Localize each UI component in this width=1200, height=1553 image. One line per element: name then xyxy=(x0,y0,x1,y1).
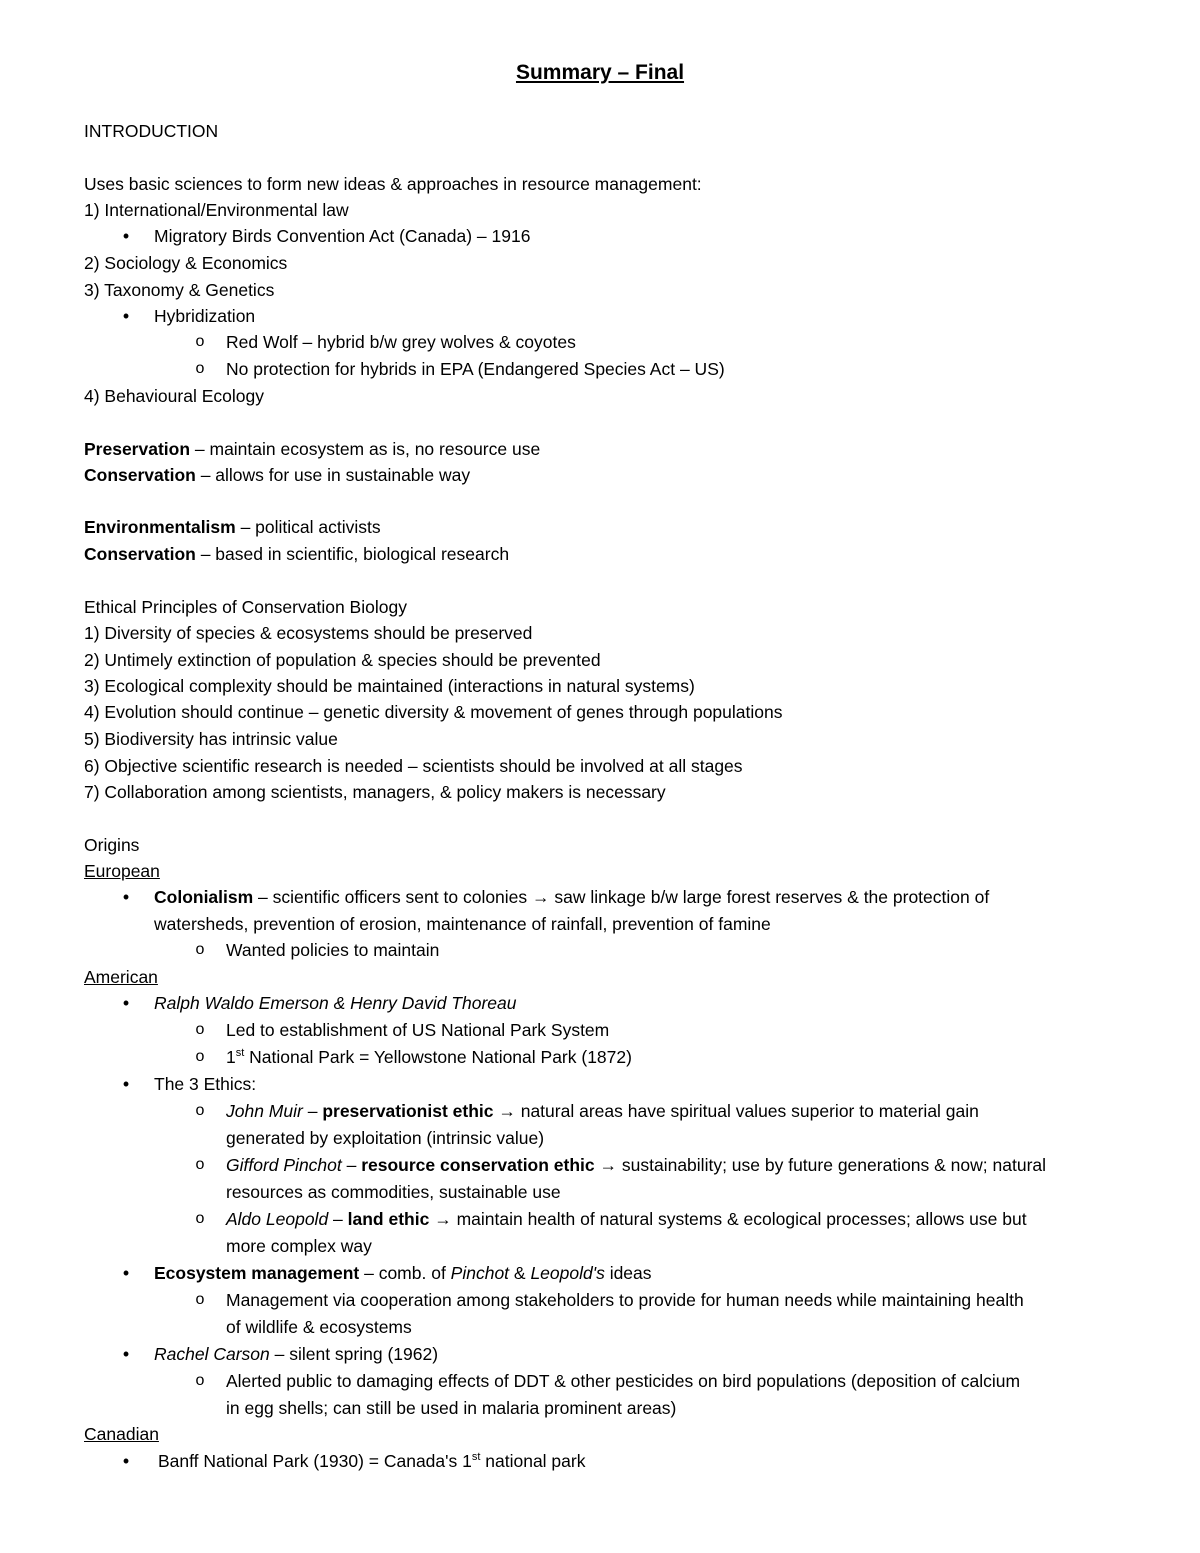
document-title: Summary – Final xyxy=(515,61,685,84)
intro-item-3-bullet xyxy=(122,303,1160,329)
dash: – xyxy=(302,1101,323,1121)
bullet-icon: • xyxy=(122,887,130,907)
superscript: st xyxy=(235,1047,245,1059)
banff-text-end: national park xyxy=(480,1451,586,1471)
definition-text: – political activists xyxy=(235,517,381,537)
ethical-principle-1: 1) Diversity of species & ecosystems should be preserved xyxy=(84,623,533,643)
circle-bullet-icon: o xyxy=(195,360,205,377)
bullet-icon: • xyxy=(122,306,130,326)
pinchot-text: sustainability; use by future generations & now; natural xyxy=(617,1155,1047,1175)
colonialism-sub-text: Wanted policies to maintain xyxy=(226,940,440,960)
intro-item-3-sub-a xyxy=(195,329,1160,355)
american-heading: American xyxy=(84,967,158,987)
leopold-ethic-cont: more complex way xyxy=(226,1236,372,1256)
muir-text: natural areas have spiritual values superior to material gain xyxy=(515,1101,979,1121)
ethical-principle-2: 2) Untimely extinction of population & species should be prevented xyxy=(84,650,601,670)
intro-item-3-sub-a-text: Red Wolf – hybrid b/w grey wolves & coyotes xyxy=(226,332,576,352)
emerson-sub-b-num: 1 xyxy=(226,1047,236,1067)
circle-bullet-icon: o xyxy=(195,1021,205,1038)
arrow-right-icon: → xyxy=(434,1209,452,1229)
definition-text: – allows for use in sustainable way xyxy=(195,465,471,485)
ethical-principles-heading: Ethical Principles of Conservation Biology xyxy=(84,597,407,617)
origins-heading: Origins xyxy=(84,835,140,855)
circle-bullet-icon: o xyxy=(195,1156,205,1173)
definition-term: Environmentalism xyxy=(84,517,236,537)
colonialism-item-cont: watersheds, prevention of erosion, maintenance of rainfall, prevention of famine xyxy=(154,914,771,934)
emerson-sub-b xyxy=(195,1044,1160,1070)
intro-item-1: 1) International/Environmental law xyxy=(84,200,349,220)
emerson-names: Ralph Waldo Emerson & Henry David Thoreau xyxy=(154,993,517,1013)
leopold-term: land ethic xyxy=(347,1209,430,1229)
circle-bullet-icon: o xyxy=(195,1291,205,1308)
eco-sub-text: Management via cooperation among stakeholders to provide for human needs while maintaining health xyxy=(226,1290,1024,1310)
colonialism-text: – scientific officers sent to colonies xyxy=(253,887,533,907)
ethical-principle-6: 6) Objective scientific research is needed – scientists should be involved at all stages xyxy=(84,756,743,776)
intro-item-3-sub-b-text: No protection for hybrids in EPA (Endangered Species Act – US) xyxy=(226,359,725,379)
leopold-ethic xyxy=(195,1206,1160,1232)
muir-ethic-cont: generated by exploitation (intrinsic value) xyxy=(226,1128,545,1148)
circle-bullet-icon: o xyxy=(195,1210,205,1227)
definition-term: Preservation xyxy=(84,439,191,459)
leopold-name: Aldo Leopold xyxy=(226,1209,329,1229)
definition-text: – based in scientific, biological research xyxy=(195,544,510,564)
circle-bullet-icon: o xyxy=(195,1102,205,1119)
bullet-icon: • xyxy=(122,1074,130,1094)
colonialism-text-cont: saw linkage b/w large forest reserves & the protection of xyxy=(549,887,990,907)
bullet-icon: • xyxy=(122,226,130,246)
circle-bullet-icon: o xyxy=(195,333,205,350)
ecosystem-management-sub xyxy=(195,1287,1160,1313)
arrow-right-icon: → xyxy=(599,1155,618,1175)
circle-bullet-icon: o xyxy=(195,941,205,958)
ecosystem-management-term: Ecosystem management xyxy=(154,1263,360,1283)
dash: – xyxy=(341,1155,362,1175)
intro-item-2: 2) Sociology & Economics xyxy=(84,253,288,273)
eco-amp: & xyxy=(509,1263,531,1283)
intro-item-4: 4) Behavioural Ecology xyxy=(84,386,264,406)
muir-term: preservationist ethic xyxy=(322,1101,494,1121)
carson-sub xyxy=(195,1368,1160,1394)
section-heading-introduction: INTRODUCTION xyxy=(84,121,219,141)
intro-lead-line: Uses basic sciences to form new ideas & approaches in resource management: xyxy=(84,174,702,194)
pinchot-ethic-cont: resources as commodities, sustainable use xyxy=(226,1182,561,1202)
definition-preservation xyxy=(84,436,1160,462)
circle-bullet-icon: o xyxy=(195,1048,205,1065)
ethical-principle-5: 5) Biodiversity has intrinsic value xyxy=(84,729,338,749)
dash: – xyxy=(328,1209,348,1229)
bullet-icon: • xyxy=(122,1263,130,1283)
leopold-text: maintain health of natural systems & ecological processes; allows use but xyxy=(451,1209,1027,1229)
definition-text: – maintain ecosystem as is, no resource use xyxy=(190,439,541,459)
bullet-icon: • xyxy=(122,1451,130,1471)
carson-item xyxy=(122,1341,1160,1367)
eco-text-end: ideas xyxy=(604,1263,652,1283)
ethical-principle-3: 3) Ecological complexity should be maintained (interactions in natural systems) xyxy=(84,676,695,696)
pinchot-term: resource conservation ethic xyxy=(361,1155,595,1175)
pinchot-ethic xyxy=(195,1152,1160,1178)
definition-conservation-2 xyxy=(84,541,1160,567)
three-ethics-text: The 3 Ethics: xyxy=(154,1074,257,1094)
intro-item-1-sub-text: Migratory Birds Convention Act (Canada) – 1916 xyxy=(154,226,531,246)
banff-item xyxy=(122,1448,1160,1474)
intro-item-3-sub-b xyxy=(195,356,1160,382)
colonialism-term: Colonialism xyxy=(154,887,254,907)
definition-term: Conservation xyxy=(84,544,196,564)
emerson-sub-b-text: National Park = Yellowstone National Park (1872) xyxy=(244,1047,632,1067)
intro-item-3: 3) Taxonomy & Genetics xyxy=(84,280,275,300)
emerson-sub-a xyxy=(195,1017,1160,1043)
ecosystem-management-item xyxy=(122,1260,1160,1286)
superscript: st xyxy=(471,1451,481,1463)
emerson-sub-a-text: Led to establishment of US National Park System xyxy=(226,1020,610,1040)
ethical-principle-4: 4) Evolution should continue – genetic diversity & movement of genes through populations xyxy=(84,702,783,722)
intro-item-3-sub-text: Hybridization xyxy=(154,306,256,326)
circle-bullet-icon: o xyxy=(195,1372,205,1389)
bullet-icon: • xyxy=(122,993,130,1013)
pinchot-name: Gifford Pinchot xyxy=(226,1155,342,1175)
carson-name: Rachel Carson xyxy=(154,1344,270,1364)
intro-item-1-bullet xyxy=(122,223,1160,249)
banff-text: Banff National Park (1930) = Canada's 1 xyxy=(158,1451,472,1471)
definition-conservation-1 xyxy=(84,462,1160,488)
colonialism-sub xyxy=(195,937,1160,963)
eco-text: – comb. of xyxy=(359,1263,451,1283)
emerson-item xyxy=(122,990,1160,1016)
carson-text: – silent spring (1962) xyxy=(269,1344,439,1364)
bullet-icon: • xyxy=(122,1344,130,1364)
colonialism-item xyxy=(122,884,1160,910)
european-heading: European xyxy=(84,861,160,881)
ethical-principle-7: 7) Collaboration among scientists, managers, & policy makers is necessary xyxy=(84,782,666,802)
eco-pinchot: Pinchot xyxy=(450,1263,510,1283)
muir-ethic xyxy=(195,1098,1160,1124)
definition-environmentalism xyxy=(84,514,1160,540)
carson-sub-cont: in egg shells; can still be used in malaria prominent areas) xyxy=(226,1398,677,1418)
eco-leopold: Leopold's xyxy=(530,1263,605,1283)
canadian-heading: Canadian xyxy=(84,1424,159,1444)
muir-name: John Muir xyxy=(226,1101,303,1121)
definition-term: Conservation xyxy=(84,465,196,485)
three-ethics-item xyxy=(122,1071,1160,1097)
carson-sub-text: Alerted public to damaging effects of DDT & other pesticides on bird populations (deposition of calcium xyxy=(226,1371,1021,1391)
arrow-right-icon: → xyxy=(498,1101,516,1121)
ecosystem-management-sub-cont: of wildlife & ecosystems xyxy=(226,1317,412,1337)
arrow-right-icon: → xyxy=(532,887,550,907)
